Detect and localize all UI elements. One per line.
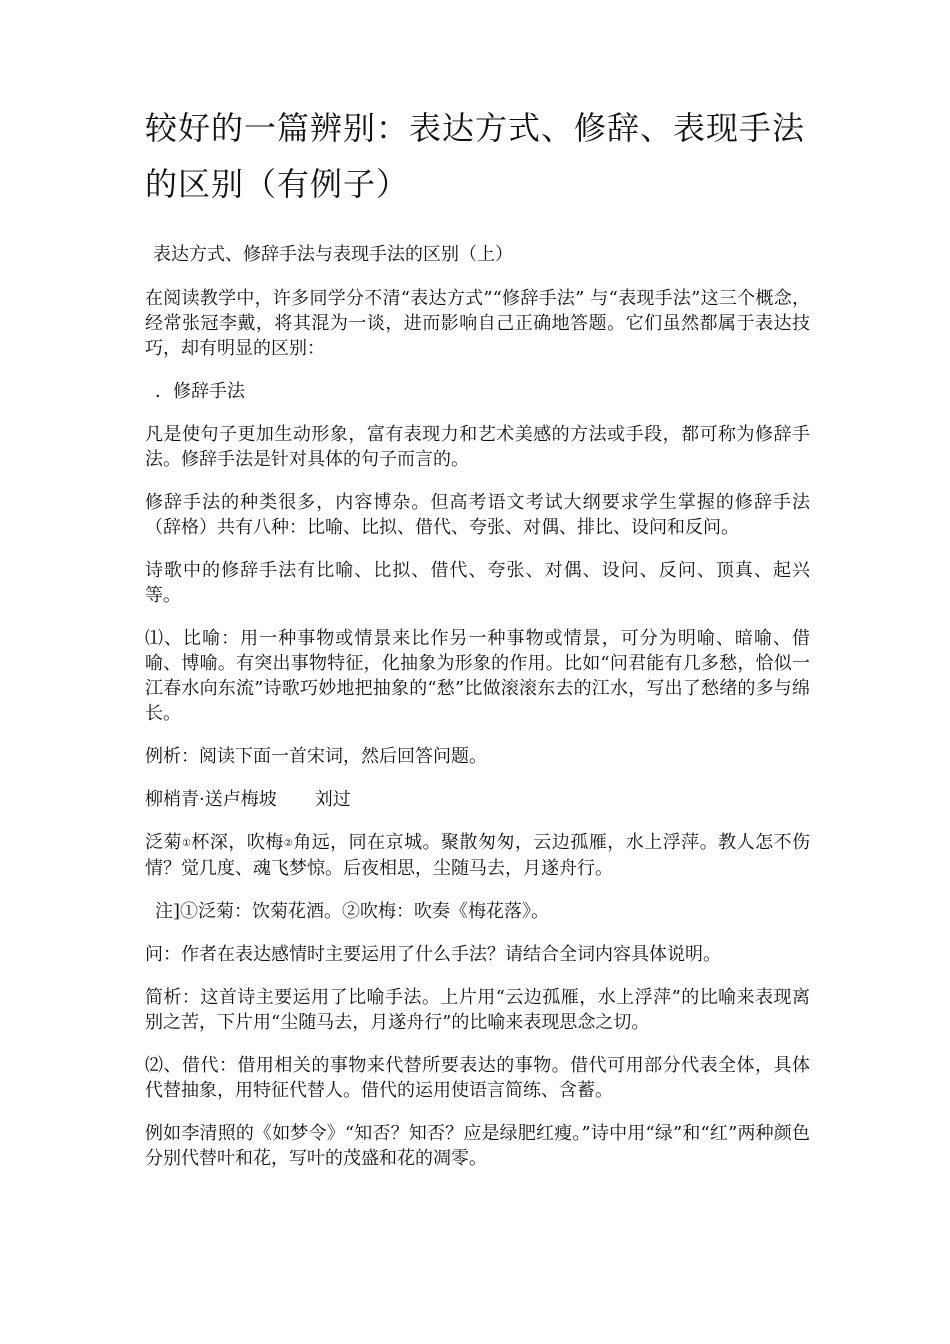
analysis-paragraph: 简析：这首诗主要运用了比喻手法。上片用“云边孤雁，水上浮萍”的比喻来表现离别之苦，下片用“尘随马去，月遂舟行”的比喻来表现思念之切。 xyxy=(145,987,810,1033)
definition-paragraph: 凡是使句子更加生动形象，富有表现力和艺术美感的方法或手段，都可称为修辞手法。修辞手法是针对具体的句子而言的。 xyxy=(145,424,810,470)
poem-text-part-b: 杯深，吹梅 xyxy=(191,832,284,853)
section-heading-rhetoric: ．修辞手法 xyxy=(155,381,245,402)
metaphor-paragraph: ⑴、比喻：用一种事物或情景来比作另一种事物或情景，可分为明喻、暗喻、借喻、博喻。有突出事物特征，化抽象为形象的作用。比如“问君能有几多愁，恰似一江春水向东流”诗歌巧妙地把抽象的“愁”比做滚滚东去的江水，写出了愁绪的多与绵长。 xyxy=(145,628,810,724)
document-page xyxy=(145,100,810,1189)
question-paragraph: 问：作者在表达感情时主要运用了什么手法？请结合全词内容具体说明。 xyxy=(145,944,721,965)
footnote-marker-1: ① xyxy=(181,838,192,849)
section-subtitle: 表达方式、修辞手法与表现手法的区别（上） xyxy=(153,244,513,265)
footnote-marker-2: ② xyxy=(283,838,294,849)
types-paragraph: 修辞手法的种类很多，内容博杂。但高考语文考试大纲要求学生掌握的修辞手法（辞格）共有八种：比喻、比拟、借代、夸张、对偶、排比、设问和反问。 xyxy=(145,492,810,538)
example-intro-paragraph: 例析：阅读下面一首宋词，然后回答问题。 xyxy=(145,746,487,767)
document-title: 较好的一篇辨别：表达方式、修辞、表现手法的区别（有例子） xyxy=(145,109,806,203)
poem-heading xyxy=(145,787,810,812)
poem-text-part-a: 泛菊 xyxy=(145,832,182,853)
intro-paragraph: 在阅读教学中，许多同学分不清“表达方式”“修辞手法” 与“表现手法”这三个概念，经常张冠李戴，将其混为一谈，进而影响自己正确地答题。它们虽然都属于表达技巧，却有明显的区别： xyxy=(145,288,810,359)
poetry-devices-paragraph: 诗歌中的修辞手法有比喻、比拟、借代、夸张、对偶、设问、反问、顶真、起兴等。 xyxy=(145,560,810,606)
poem-text xyxy=(145,830,810,881)
poem-text-part-c: 角远，同在京城。聚散匆匆，云边孤雁，水上浮萍。教人怎不伤情？觉几度、魂飞梦惊。后夜相思，尘随马去，月遂舟行。 xyxy=(145,832,811,879)
metonymy-example-paragraph: 例如李清照的《如梦令》“知否？知否？应是绿肥红瘦。”诗中用“绿”和“红”两种颜色分别代替叶和花，写叶的茂盛和花的凋零。 xyxy=(145,1123,810,1169)
poem-author: 刘过 xyxy=(314,789,351,810)
metonymy-paragraph: ⑵、借代：借用相关的事物来代替所要表达的事物。借代可用部分代表全体，具体代替抽象，用特征代替人。借代的运用使语言简练、含蓄。 xyxy=(145,1055,810,1101)
poem-title: 柳梢青·送卢梅坡 xyxy=(145,789,277,810)
annotation-paragraph: 注]①泛菊：饮菊花酒。②吹梅：吹奏《梅花落》。 xyxy=(155,901,550,922)
